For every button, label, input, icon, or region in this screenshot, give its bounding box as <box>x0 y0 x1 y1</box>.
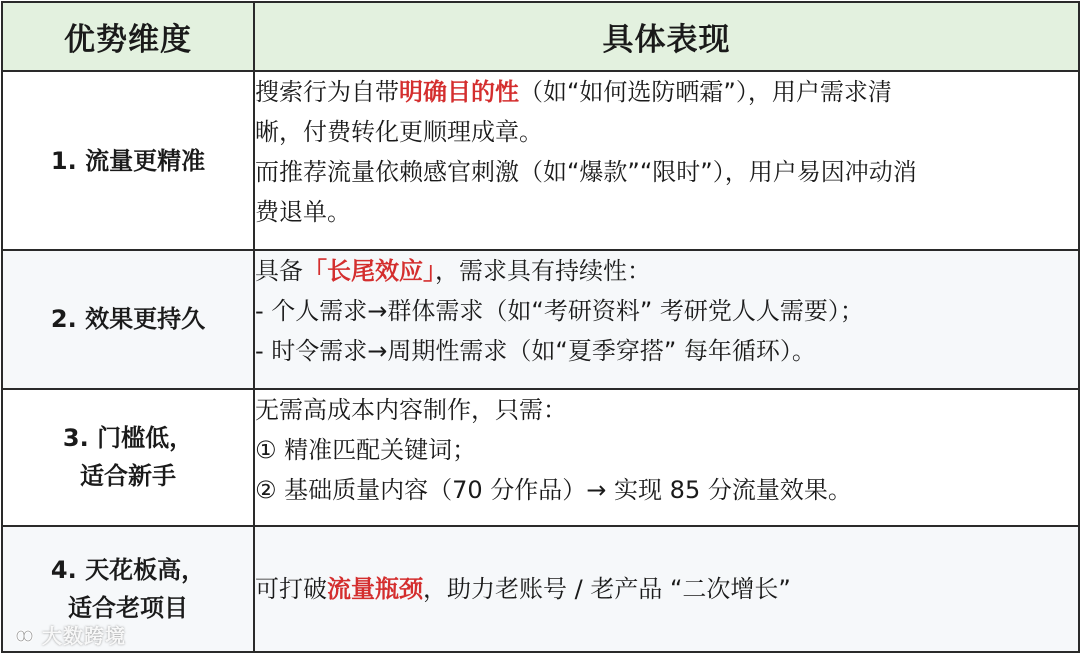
watermark-text: 大数跨境 <box>42 624 126 648</box>
detail-line: ② 基础质量内容（70 分作品）→ 实现 85 分流量效果。 <box>255 475 852 504</box>
table-row <box>2 389 1079 526</box>
advantages-table <box>1 1 1080 653</box>
detail-line: 费退单。 <box>255 198 351 226</box>
detail-line: 无需高成本内容制作，只需： <box>255 395 567 424</box>
detail-line: ① 精准匹配关键词； <box>255 435 477 464</box>
detail-line <box>255 569 1078 609</box>
text-segment: ，需求具有持续性： <box>435 257 651 286</box>
row-dimension: 2. 效果更持久 <box>2 250 254 388</box>
text-segment: 可打破 <box>255 574 327 603</box>
header-detail: 具体表现 <box>254 2 1079 71</box>
row-dimension <box>2 389 254 526</box>
detail-line <box>255 251 1078 291</box>
dimension-line: 4. 天花板高， <box>50 555 206 584</box>
row-detail <box>254 526 1079 652</box>
table-row <box>2 250 1079 388</box>
header-row <box>2 2 1079 71</box>
table-row <box>2 71 1079 250</box>
header-dimension: 优势维度 <box>2 2 254 71</box>
dimension-line: 3. 门槛低， <box>62 424 194 453</box>
row-detail <box>254 250 1079 388</box>
highlight-text: 「长尾效应」 <box>303 257 435 286</box>
infinity-logo-icon <box>10 626 38 646</box>
highlight-text: 明确目的性 <box>399 78 519 106</box>
detail-line: 晰，付费转化更顺理成章。 <box>255 118 543 146</box>
highlight-text: 流量瓶颈 <box>327 574 423 603</box>
table-row <box>2 526 1079 652</box>
text-segment: ，助力老账号 / 老产品 “二次增长” <box>423 574 791 603</box>
dimension-line: 适合老项目 <box>68 593 188 622</box>
text-segment: 搜索行为自带 <box>255 78 399 106</box>
row-detail <box>254 71 1079 250</box>
text-segment: （如“如何选防晒霜”），用户需求清 <box>519 78 892 106</box>
text-segment: 具备 <box>255 257 303 286</box>
detail-line <box>255 72 1078 112</box>
watermark <box>10 620 126 649</box>
row-dimension: 1. 流量更精准 <box>2 71 254 250</box>
detail-line: 而推荐流量依赖感官刺激（如“爆款”“限时”），用户易因冲动消 <box>255 158 917 186</box>
row-detail <box>254 389 1079 526</box>
dimension-line: 适合新手 <box>80 462 176 491</box>
detail-line: - 时令需求→周期性需求（如“夏季穿搭” 每年循环）。 <box>255 337 816 366</box>
detail-line: - 个人需求→群体需求（如“考研资料” 考研党人人需要）； <box>255 297 864 326</box>
